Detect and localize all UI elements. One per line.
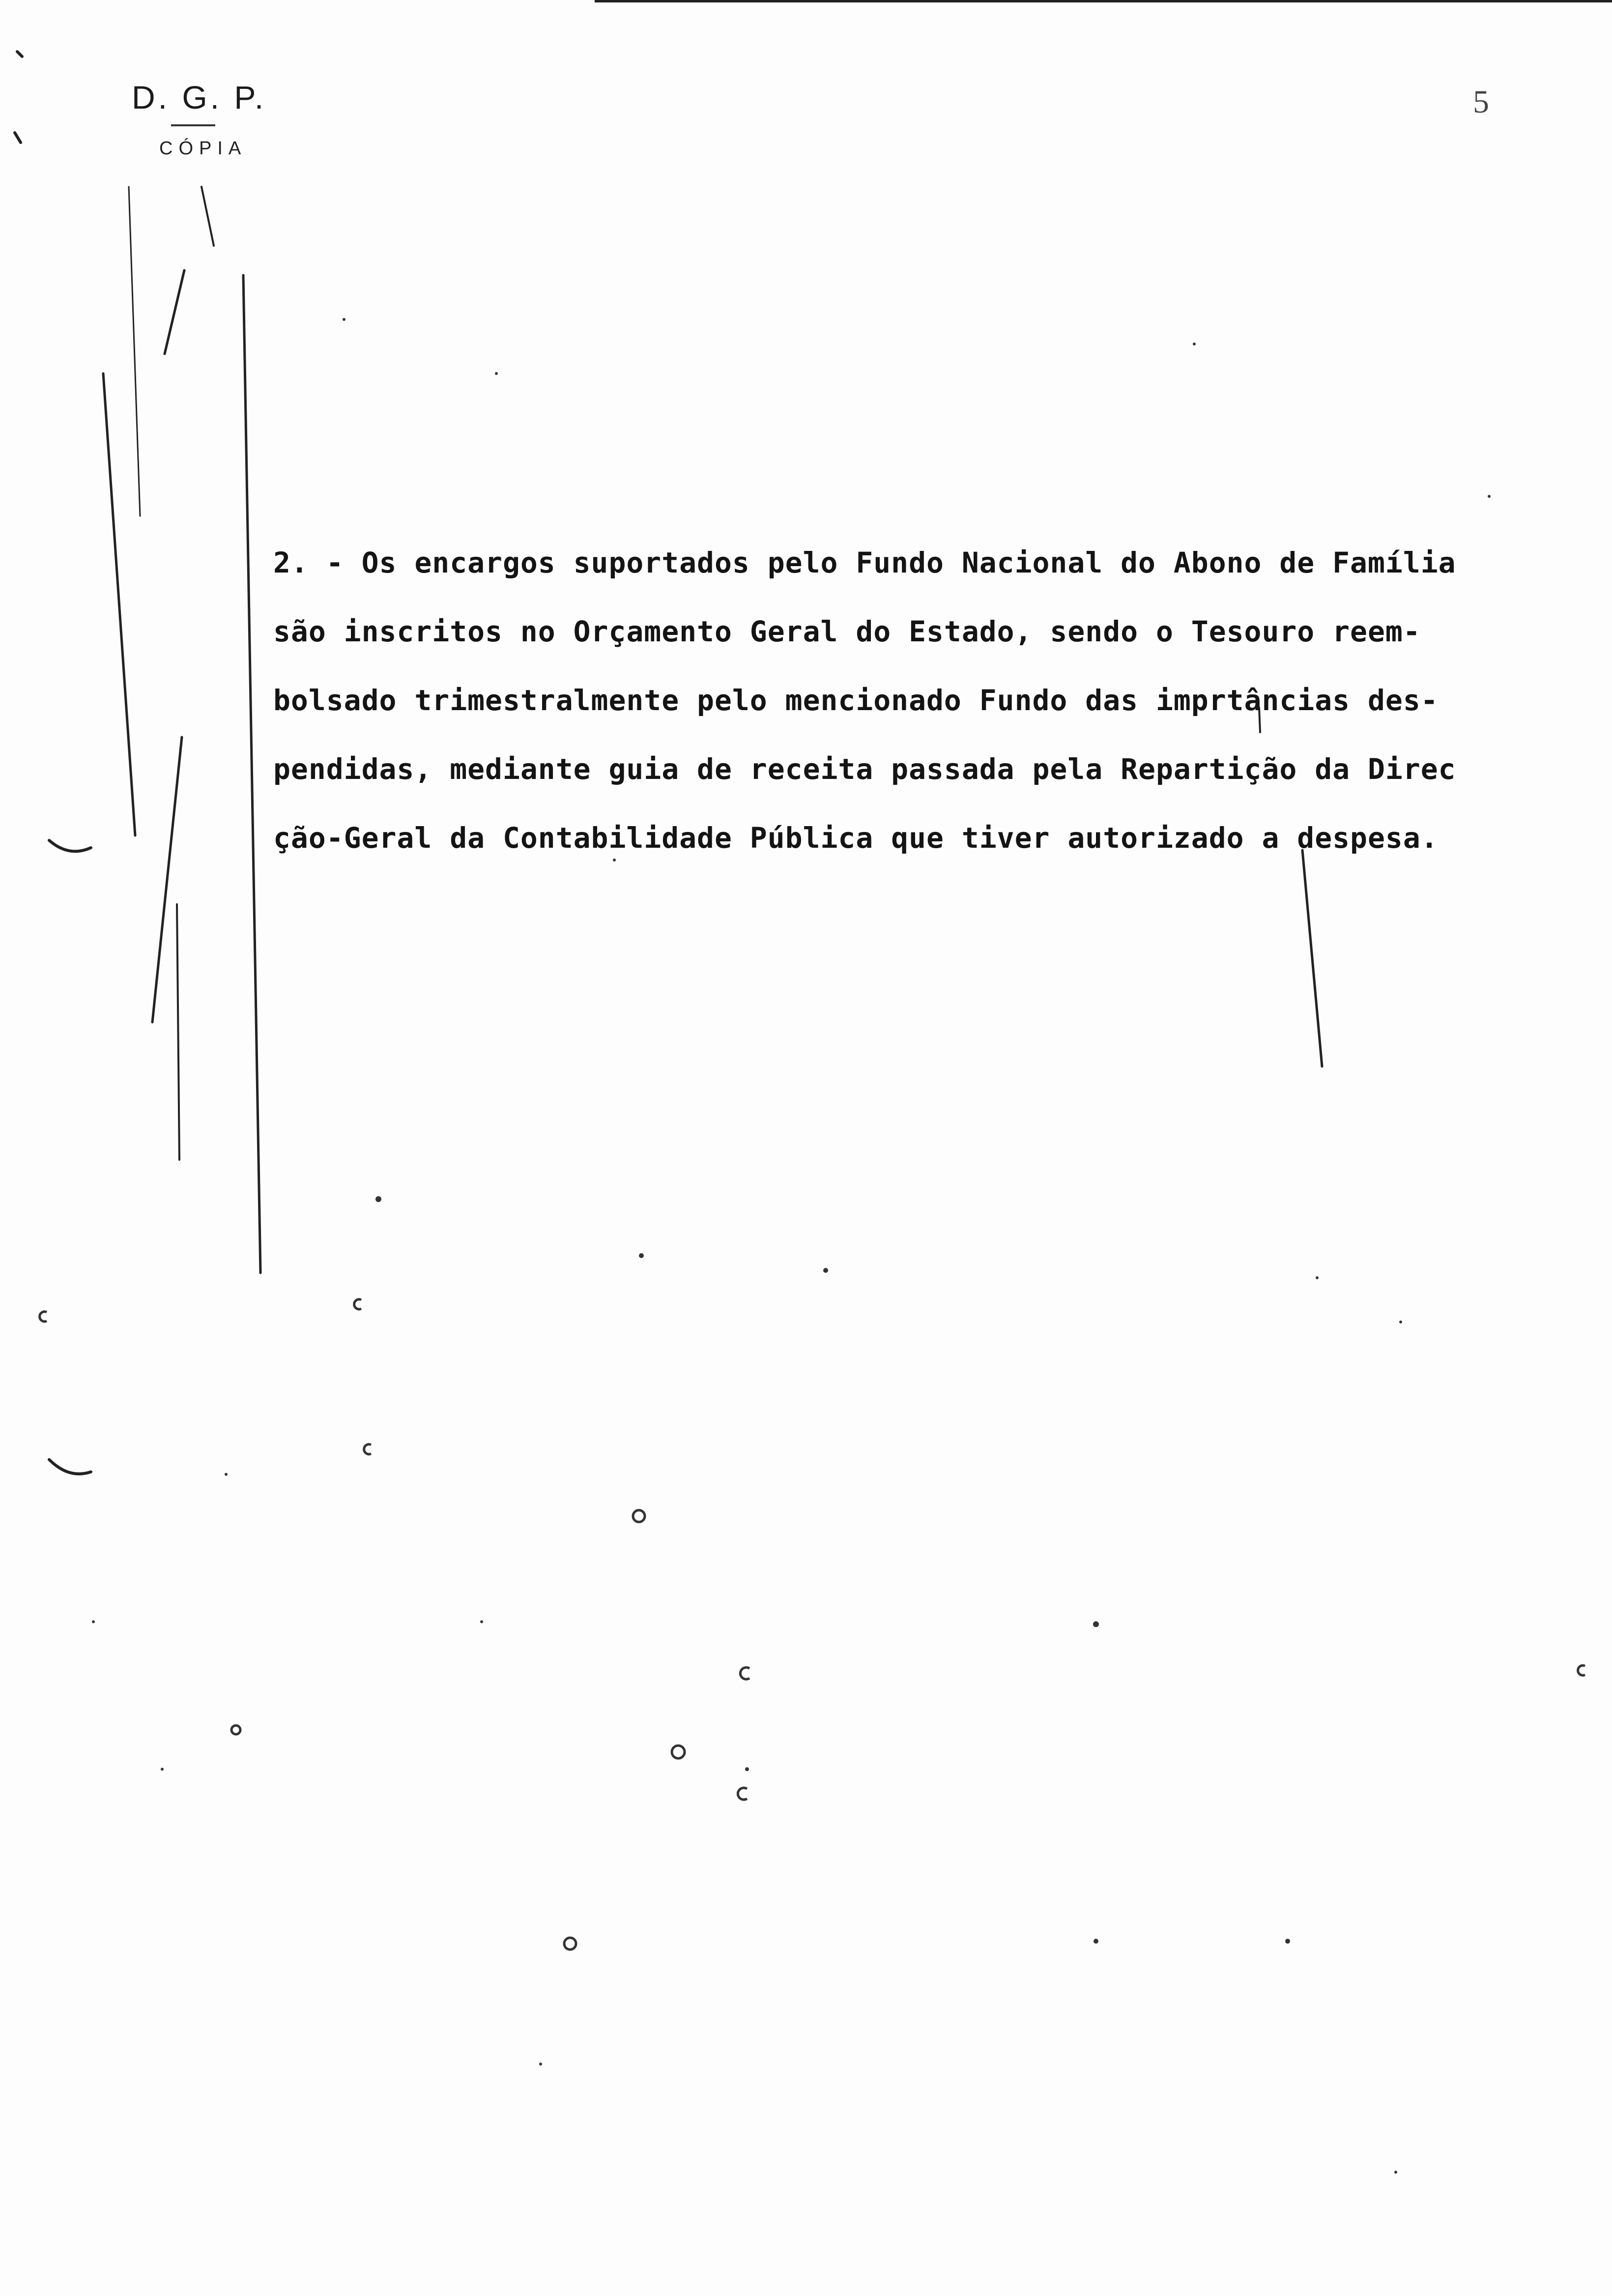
copy-stamp: CÓPIA [159, 138, 247, 159]
paragraph-line: ção-Geral da Contabilidade Pública que tiver autorizado a despesa. [273, 821, 1439, 855]
top-border-line [595, 0, 1612, 2]
paragraph-line: 2. - Os encargos suportados pelo Fundo Nacional do Abono de Família [273, 546, 1456, 579]
organization-initials: D. G. P. [132, 79, 267, 115]
document-header [132, 81, 299, 159]
page-number: 5 [1473, 84, 1489, 120]
paragraph-line: pendidas, mediante guia de receita passada pela Repartição da Direc [273, 752, 1456, 786]
header-underline [171, 124, 215, 126]
paragraph-line: bolsado trimestralmente pelo mencionado Fundo das imprtâncias des- [273, 684, 1439, 717]
paragraph-line: são inscritos no Orçamento Geral do Estado, sendo o Tesouro reem- [273, 615, 1421, 648]
paragraph-2 [273, 528, 1487, 872]
